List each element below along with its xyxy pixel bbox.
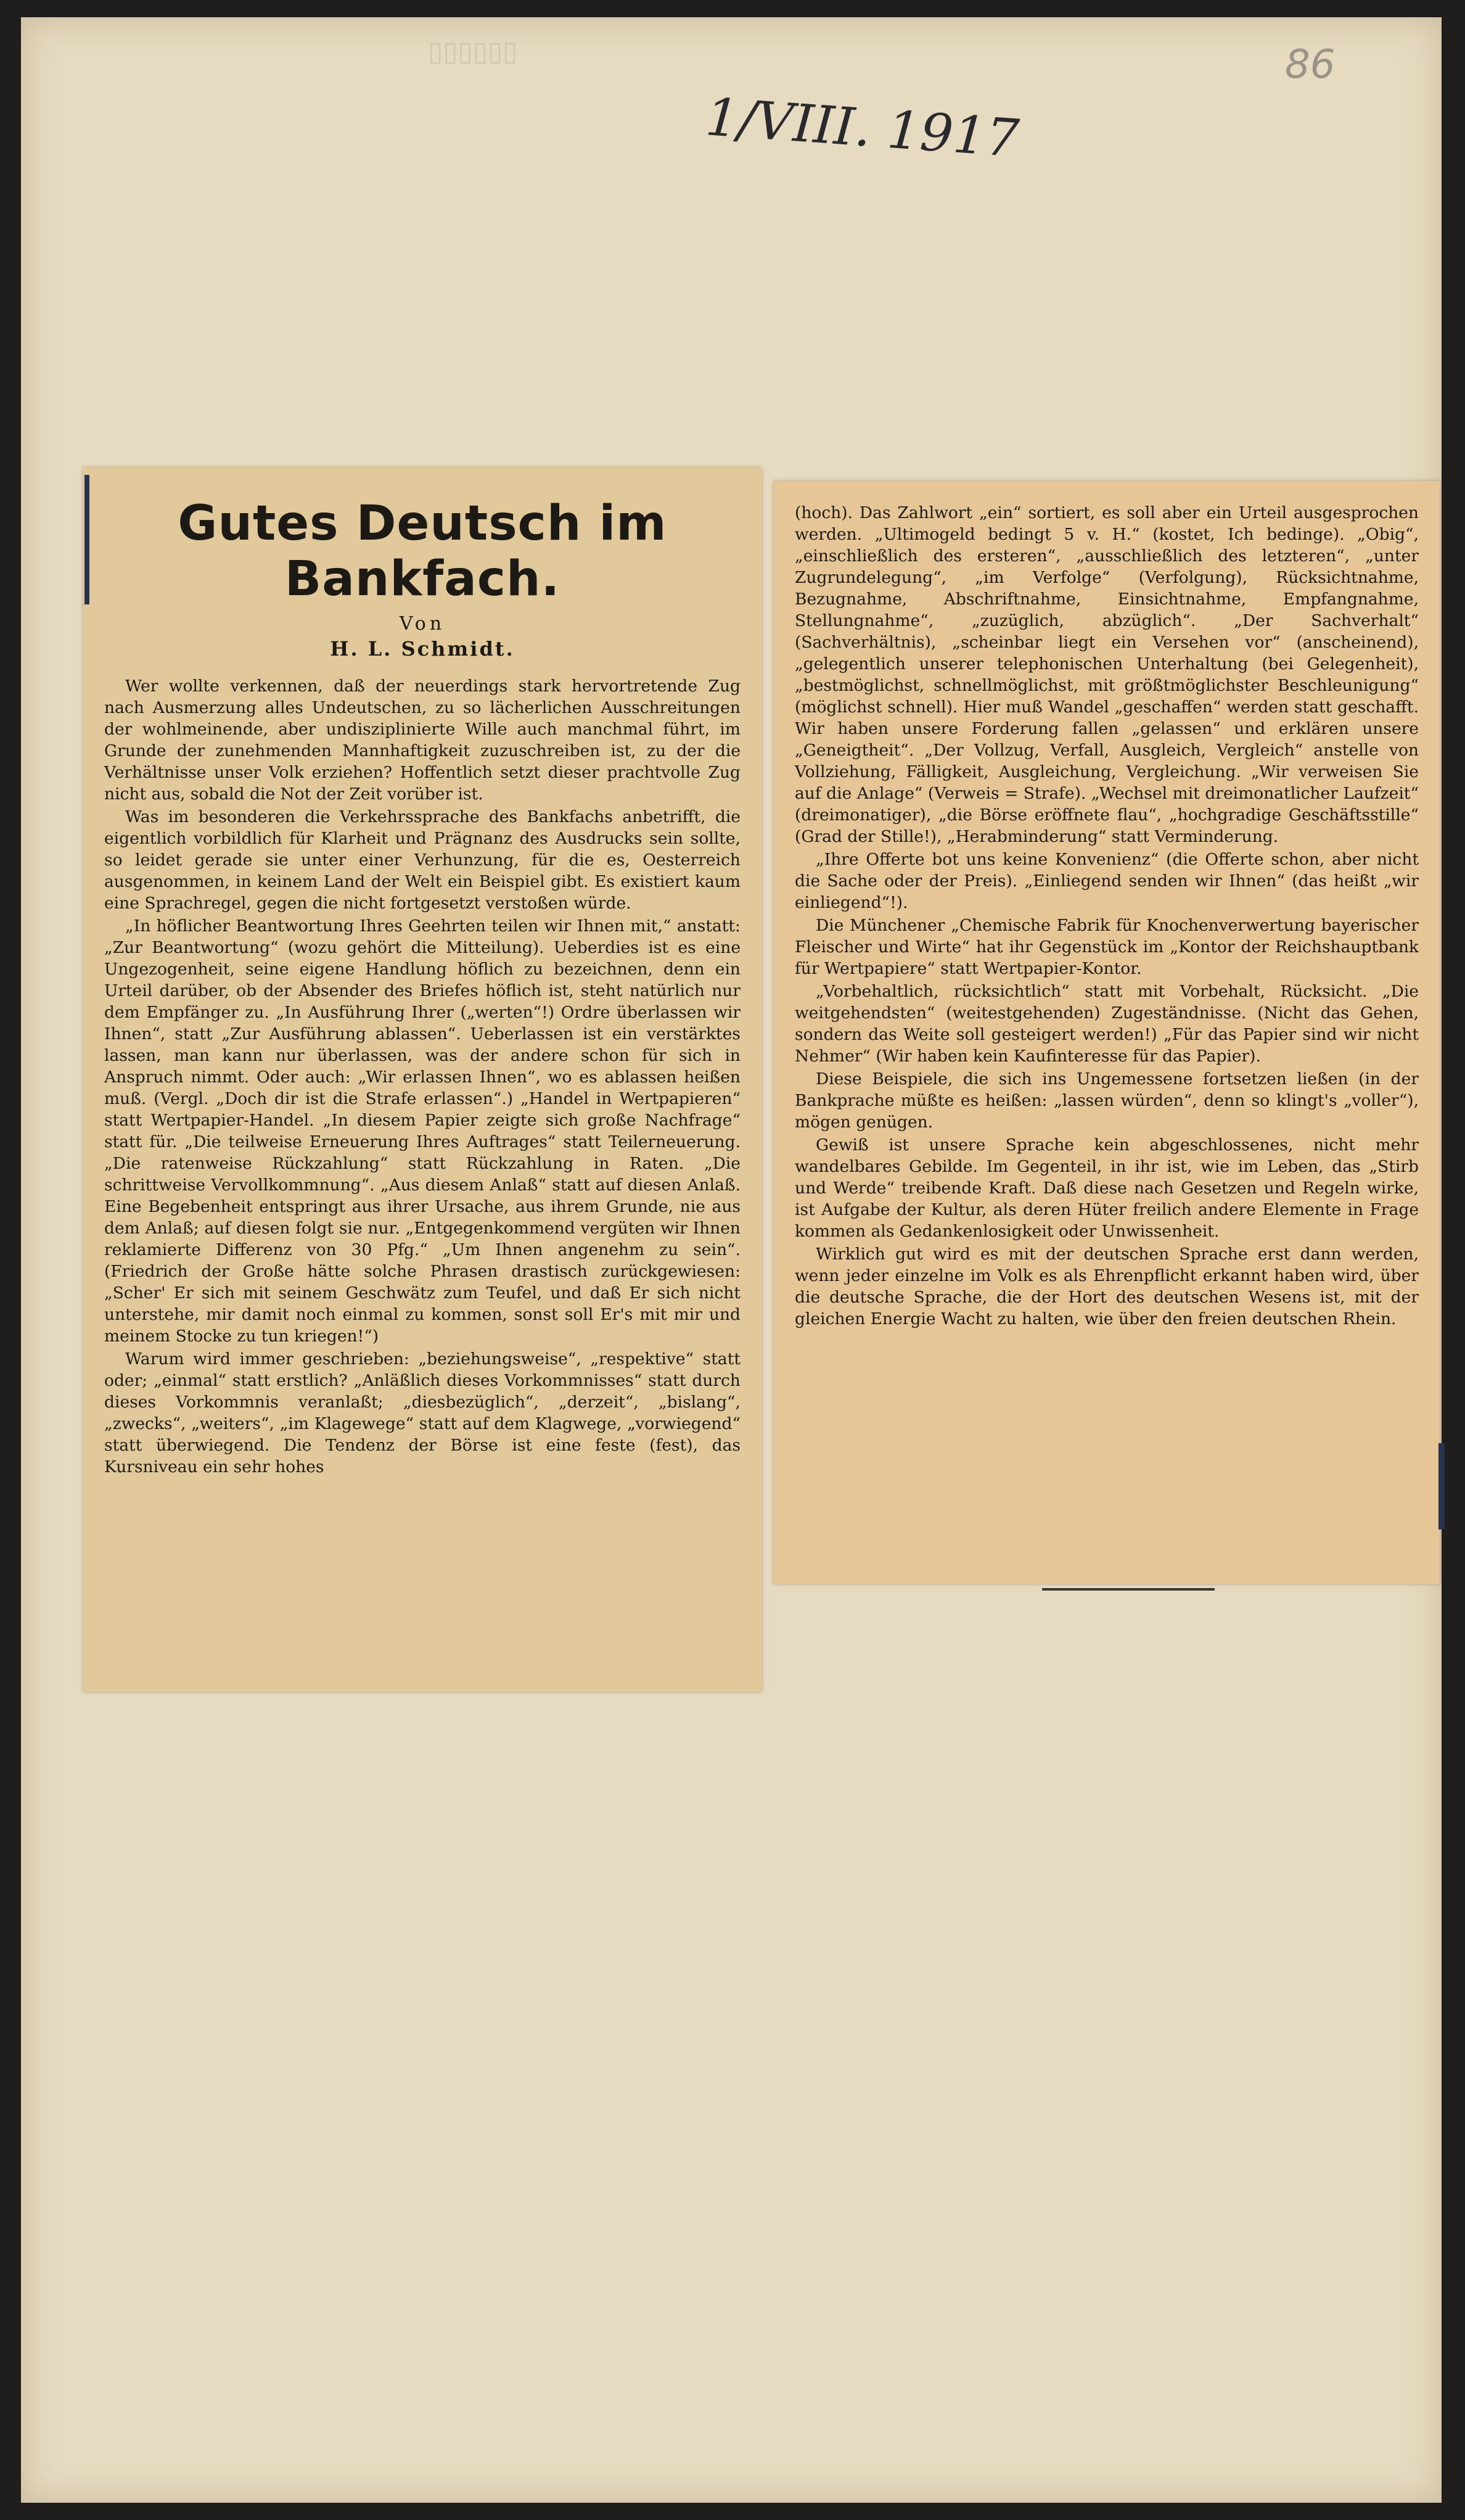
article-paragraph: „Ihre Offerte bot uns keine Konvenienz“ (die Offerte schon, aber nicht die Sache oder der Preis). „Einliegend senden wir Ihnen“ (das heißt „wir einliegend“!). [795,850,1419,912]
show-through-stamp: ▯▯▯▯▯▯ [428,36,518,67]
article-paragraph: Diese Beispiele, die sich ins Ungemessene fortsetzen ließen (in der Bankprache müßte es heißen: „lassen würden“, denn so klingt's „voller“), mögen genügen. [795,1069,1419,1132]
article-paragraph: Was im besonderen die Verkehrssprache des Bankfachs anbetrifft, die eigentlich vorbildlich für Klarheit und Prägnanz des Ausdrucks sein sollte, so leidet gerade sie unter einer Verhunzung, für die es, Oesterreich ausgenommen, in keinem Land der Welt ein Beispiel gibt. Es existiert kaum eine Sprachregel, gegen die nicht fortgesetzt verstoßen würde. [104,807,741,913]
article-paragraph: Gewiß ist unsere Sprache kein abgeschlossenes, nicht mehr wandelbares Gebilde. Im Gegenteil, in ihr ist, wie im Leben, das „Stirb und Werde“ treibende Kraft. Daß diese nach Gesetzen und Regeln wirke, ist Aufgabe der Kultur, als deren Hüter freilich andere Elemente in Frage kommen als Gedankenlosigkeit oder Unwissenheit. [795,1135,1419,1241]
clipping-left-column [83,467,761,1692]
article-paragraph: Die Münchener „Chemische Fabrik für Knochenverwertung bayerischer Fleischer und Wirte“ hat ihr Gegenstück im „Kontor der Reichshauptbank für Wertpapiere“ statt Wertpapier-Kontor. [795,916,1419,978]
page-number: 86 [1285,42,1336,88]
handwritten-date: 1/VIII. 1917 [704,86,1021,169]
clipping-right-column [774,481,1440,1584]
article-author: H. L. Schmidt. [330,637,515,661]
article-paragraph: (hoch). Das Zahlwort „ein“ sortiert, es soll aber ein Urteil ausgesprochen werden. „Ultimogeld bedingt 5 v. H.“ (kostet, Ich bedinge). „Obig“, „einschließlich des ersteren“, „ausschließlich des letzteren“, „unter Zugrundelegung“, „im Verfolge“ (Verfolgung), Rücksichtnahme, Bezugnahme, Abschriftnahme, Einsichtnahme, Empfangnahme, Stellungnahme“, „zuzüglich, abzüglich“. „Der Sachverhalt“ (Sachverhältnis), „scheinbar liegt ein Versehen vor“ (anscheinend), „gelegentlich unserer telephonischen Unterhaltung (bei Gelegenheit), „bestmöglichst, schnellmöglichst, mit größtmöglichster Beschleunigung“ (möglichst schnell). Hier muß Wandel „geschaffen“ werden statt geschafft. Wir haben unsere Forderung fallen „gelassen“ und erklären unsere „Geneigtheit“. „Der Vollzug, Verfall, Ausgleich, Vergleich“ anstelle von Vollziehung, Fälligkeit, Ausgleichung, Vergleichung. „Wir verweisen Sie auf die Anlage“ (Verweis = Strafe). „Wechsel mit dreimonatlicher Laufzeit“ (dreimonatiger), „die Börse eröffnete flau“, „hochgradige Geschäftsstille“ (Grad der Stille!), „Herabminderung“ statt Verminderung. [795,503,1419,846]
article-paragraph: „In höflicher Beantwortung Ihres Geehrten teilen wir Ihnen mit,“ anstatt: „Zur Beantwortung“ (wozu gehört die Mitteilung). Ueberdies ist es eine Ungezogenheit, seine eigene Handlung höflich zu bezeichnen, denn ein Urteil darüber, ob der Absender des Briefes höflich ist, steht natürlich nur dem Empfänger zu. „In Ausführung Ihrer („werten“!) Ordre überlassen wir Ihnen“, statt „Zur Ausführung ablassen“. Ueberlassen ist ein verstärktes lassen, man kann nur überlassen, was der andere schon für sich in Anspruch nimmt. Oder auch: „Wir erlassen Ihnen“, wo es ablassen heißen muß. (Vergl. „Doch dir ist die Strafe erlassen“.) „Handel in Wertpapieren“ statt Wertpapier-Handel. „In diesem Papier zeigte sich große Nachfrage“ statt für. „Die teilweise Erneuerung Ihres Auftrages“ statt Teilerneuerung. „Die ratenweise Rückzahlung“ statt Rückzahlung in Raten. „Die schrittweise Vervollkommnung“. „Aus diesem Anlaß“ statt auf diesen Anlaß. Eine Begebenheit entspringt aus ihrer Ursache, aus ihrem Grunde, nie aus dem Anlaß; auf diesen folgt sie nur. „Entgegenkommend vergüten wir Ihnen reklamierte Differenz von 30 Pfg.“ „Um Ihnen angenehm zu sein“. (Friedrich der Große hätte solche Phrasen drastisch zurückgewiesen: „Scher' Er sich mit seinem Geschwätz zum Teufel, und daß Er sich nicht unterstehe, mir damit noch einmal zu kommen, sonst soll Er's mit mir und meinem Stocke zu tun kriegen!“) [104,916,741,1346]
article-title: Gutes Deutsch im Bankfach. [178,496,667,607]
article-paragraph: Warum wird immer geschrieben: „beziehungsweise“, „respektive“ statt oder; „einmal“ statt erstlich? „Anläßlich dieses Vorkommnisses“ statt durch dieses Vorkommnis veranlaßt; „diesbezüglich“, „derzeit“, „bislang“, „zwecks“, „weiters“, „im Klagewege“ statt auf dem Klagwege, „vorwiegend“ statt überwiegend. Die Tendenz der Börse ist eine feste (fest), das Kursniveau ein sehr hohes [104,1349,741,1476]
article-paragraph: Wer wollte verkennen, daß der neuerdings stark hervortretende Zug nach Ausmerzung alles Undeutschen, zu so lächerlichen Ausschreitungen der wohlmeinende, aber undisziplinierte Wille auch manchmal führt, im Grunde der zunehmenden Mannhaftigkeit zuzuschreiben ist, zu der die Verhältnisse unser Volk erziehen? Hoffentlich setzt dieser prachtvolle Zug nicht aus, sobald die Not der Zeit vorüber ist. [104,677,741,804]
byline-von: Von [399,613,446,635]
end-rule [1042,1588,1215,1591]
article-paragraph: Wirklich gut wird es mit der deutschen Sprache erst dann werden, wenn jeder einzelne im Volk es als Ehrenpflicht erkannt haben wird, über die deutsche Sprache, die der Hort des deutschen Wesens ist, mit der gleichen Energie Wacht zu halten, wie über den freien deutschen Rhein. [795,1245,1419,1328]
article-paragraph: „Vorbehaltlich, rücksichtlich“ statt mit Vorbehalt, Rücksicht. „Die weitgehendsten“ (weitestgehenden) Zugeständnisse. (Nicht das Gehen, sondern das Weite soll gesteigert werden!) „Für das Papier sind wir nicht Nehmer“ (Wir haben kein Kaufinteresse für das Papier). [795,982,1419,1066]
